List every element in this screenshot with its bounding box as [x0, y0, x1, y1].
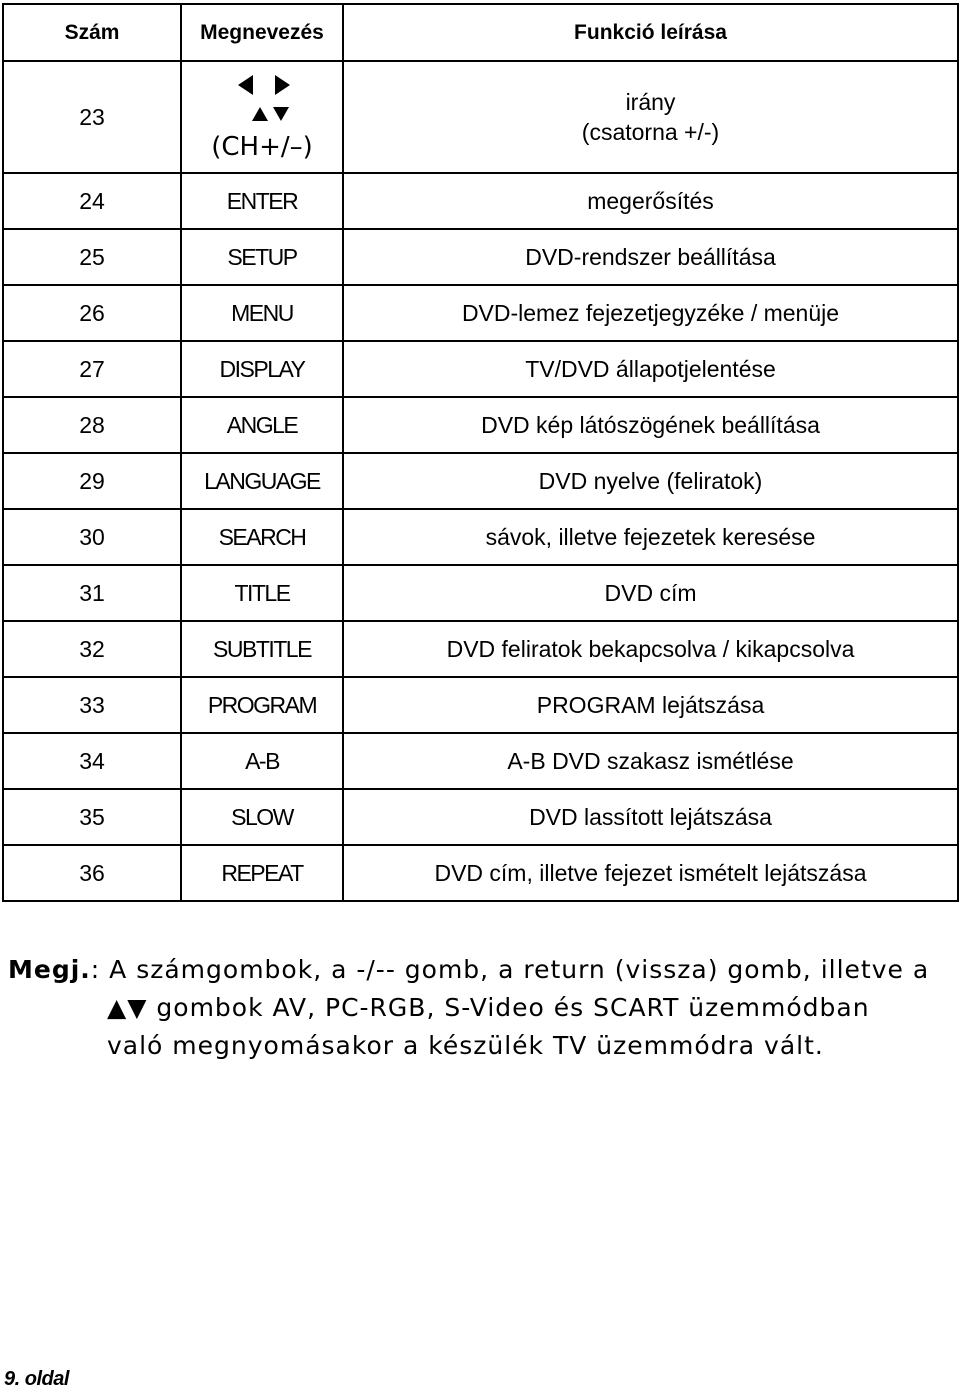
row-function: megerősítés — [343, 173, 958, 229]
row-function: sávok, illetve fejezetek keresése — [343, 509, 958, 565]
row-function: DVD feliratok bekapcsolva / kikapcsolva — [343, 621, 958, 677]
row-function: DVD lassított lejátszása — [343, 789, 958, 845]
row-number: 31 — [3, 565, 181, 621]
table-row — [3, 621, 958, 677]
table-row — [3, 397, 958, 453]
table-header-row — [3, 4, 958, 61]
row-number: 26 — [3, 285, 181, 341]
row-number: 25 — [3, 229, 181, 285]
note-label: Megj. — [8, 955, 91, 984]
row-function: DVD-lemez fejezetjegyzéke / menüje — [343, 285, 958, 341]
row-number: 29 — [3, 453, 181, 509]
row-name: DISPLAY — [181, 341, 343, 397]
header-number: Szám — [3, 4, 181, 61]
row-name: ENTER — [181, 173, 343, 229]
function-line-2: (csatorna +/-) — [581, 119, 720, 145]
table-row — [3, 677, 958, 733]
table-row — [3, 733, 958, 789]
row-name: LANGUAGE — [181, 453, 343, 509]
remote-functions-table — [2, 3, 959, 902]
table-row — [3, 789, 958, 845]
page-number: 9. oldal — [4, 1368, 69, 1390]
row-function: DVD kép látószögének beállítása — [343, 397, 958, 453]
row-name: SUBTITLE — [181, 621, 343, 677]
row-number: 30 — [3, 509, 181, 565]
table-row — [3, 453, 958, 509]
row-number: 27 — [3, 341, 181, 397]
row-name: PROGRAM — [181, 677, 343, 733]
header-function: Funkció leírása — [343, 4, 958, 61]
row-name — [181, 61, 343, 173]
header-name: Megnevezés — [181, 4, 343, 61]
row-function: DVD cím, illetve fejezet ismételt lejátszása — [343, 845, 958, 901]
row-number: 28 — [3, 397, 181, 453]
direction-arrows-icon — [192, 69, 332, 165]
row-function — [343, 61, 958, 173]
arrow-keys-ch-icon — [182, 69, 342, 165]
down-arrow-icon — [273, 107, 289, 121]
table-row — [3, 173, 958, 229]
table-row — [3, 565, 958, 621]
row-number: 33 — [3, 677, 181, 733]
row-number: 35 — [3, 789, 181, 845]
ch-label: (CH+/–) — [211, 132, 313, 162]
note-line-2 — [8, 989, 958, 1027]
function-line-1: irány — [625, 89, 676, 115]
right-arrow-icon — [275, 75, 290, 95]
note-block — [8, 951, 958, 1065]
row-function: DVD cím — [343, 565, 958, 621]
up-down-arrows-icon: ▲▼ — [107, 993, 148, 1022]
row-name: TITLE — [181, 565, 343, 621]
left-arrow-icon — [238, 75, 253, 95]
table-row — [3, 61, 958, 173]
row-number: 23 — [3, 61, 181, 173]
up-arrow-icon — [252, 107, 268, 121]
row-name: ANGLE — [181, 397, 343, 453]
note-line-3: való megnyomásakor a készülék TV üzemmódra vált. — [107, 1031, 824, 1060]
table-row — [3, 229, 958, 285]
row-function: DVD nyelve (feliratok) — [343, 453, 958, 509]
table-row — [3, 845, 958, 901]
row-number: 32 — [3, 621, 181, 677]
row-function: DVD-rendszer beállítása — [343, 229, 958, 285]
note-text-1: : A számgombok, a -/-- gomb, a return (vissza) gomb, illetve a — [90, 955, 930, 984]
table-row — [3, 285, 958, 341]
table-row — [3, 509, 958, 565]
row-function: PROGRAM lejátszása — [343, 677, 958, 733]
row-number: 36 — [3, 845, 181, 901]
row-name: SLOW — [181, 789, 343, 845]
table-row — [3, 341, 958, 397]
row-name: SEARCH — [181, 509, 343, 565]
note-line-1 — [8, 951, 958, 989]
row-number: 24 — [3, 173, 181, 229]
row-name: A-B — [181, 733, 343, 789]
row-name: REPEAT — [181, 845, 343, 901]
row-function: A-B DVD szakasz ismétlése — [343, 733, 958, 789]
row-function: TV/DVD állapotjelentése — [343, 341, 958, 397]
row-name: MENU — [181, 285, 343, 341]
note-text-2: gombok AV, PC-RGB, S-Video és SCART üzemmódban — [147, 993, 870, 1022]
row-name: SETUP — [181, 229, 343, 285]
row-number: 34 — [3, 733, 181, 789]
